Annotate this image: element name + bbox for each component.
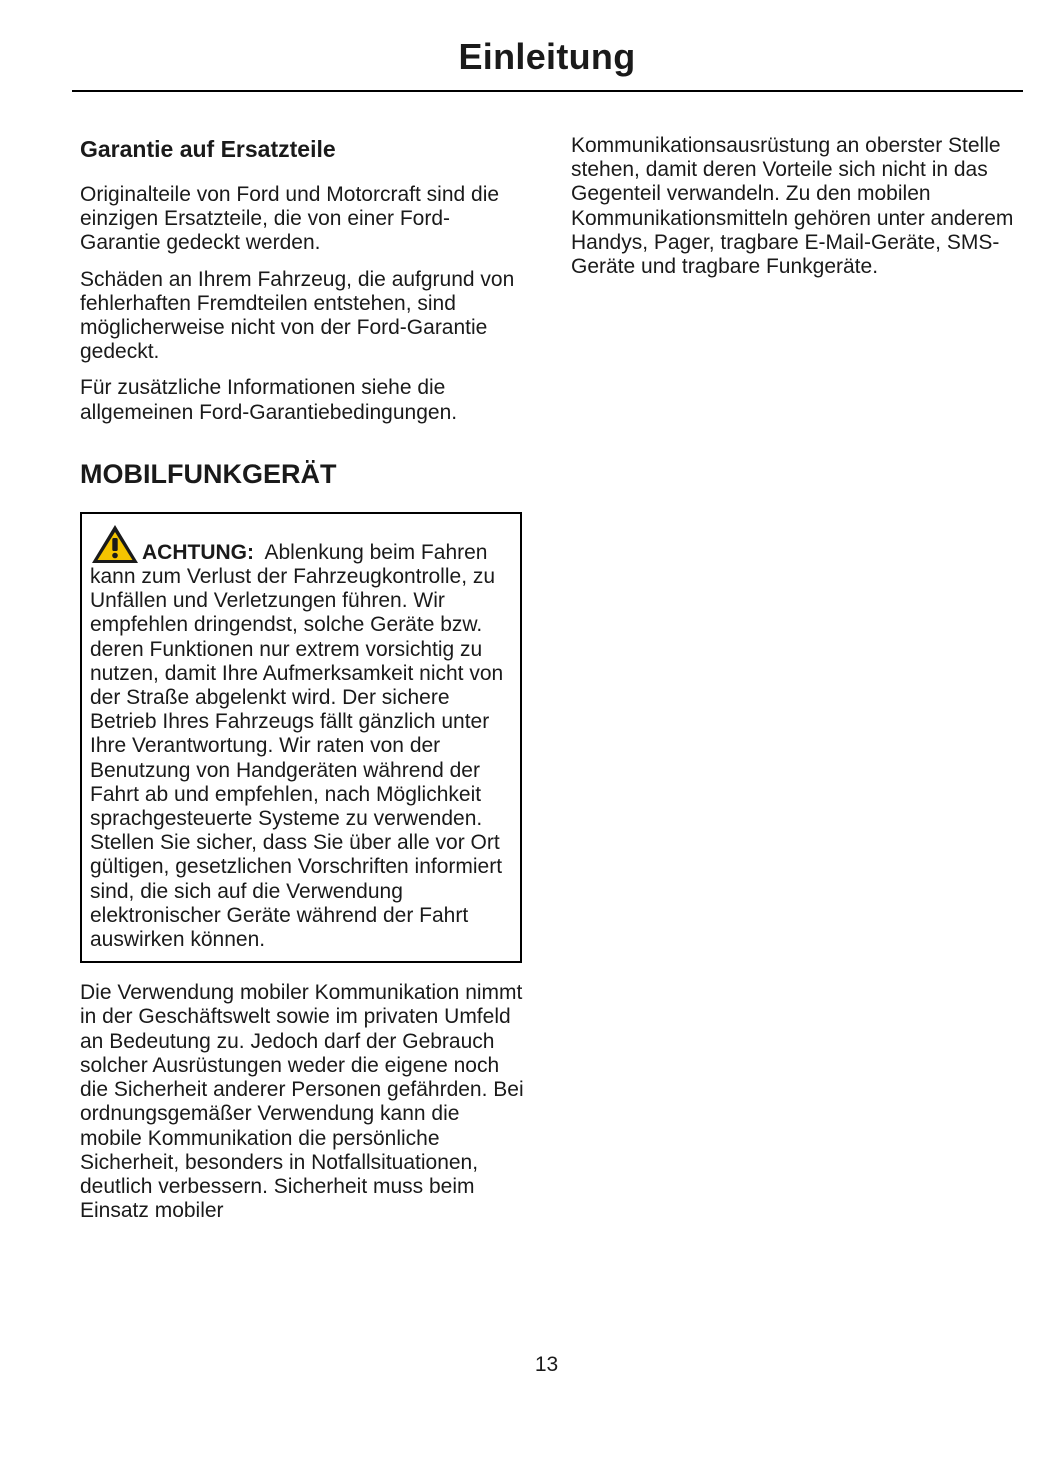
warning-triangle-icon	[90, 523, 140, 565]
header-divider	[72, 90, 1023, 92]
warning-text: Ablenkung beim Fahren kann zum Verlust der Fahrzeugkontrolle, zu Unfällen und Verletzungen führen. Wir empfehlen dringendst, solche Geräte bzw. deren Funktionen nur extrem vorsichtig zu nutzen, damit Ihre Aufmerksamkeit nicht von der Straße abgelenkt wird. Der sichere Betrieb Ihres Fahrzeugs fällt gänzlich unter Ihre Verantwortung. Wir raten von der Benutzung von Handgeräten während der Fahrt ab und empfehlen, nach Möglichkeit sprachgesteuerte Systeme zu verwenden. Stellen Sie sicher, dass Sie über alle vor Ort gültigen, gesetzlichen Vorschriften informiert sind, die sich auf die Verwendung elektronischer Geräte während der Fahrt auswirken können.	[90, 540, 504, 952]
page-title: Einleitung	[458, 36, 636, 77]
right-column	[571, 134, 1023, 291]
spare-parts-paragraph: Originalteile von Ford und Motorcraft sind die einzigen Ersatzteile, die von einer Ford-Garantie gedeckt werden.	[80, 183, 500, 255]
page-number: 13	[534, 1353, 559, 1376]
mobile-communication-continued: Kommunikationsausrüstung an oberster Stelle stehen, damit deren Vorteile sich nicht in das Gegenteil verwandeln. Zu den mobilen Kommunikationsmitteln gehören unter anderem Handys, Pager, tragbare E-Mail-Geräte, SMS-Geräte und tragbare Funkgeräte.	[571, 134, 1014, 279]
warning-label: ACHTUNG:	[142, 540, 254, 564]
left-column	[80, 134, 526, 1235]
warning-paragraph	[90, 523, 512, 952]
warning-box	[80, 512, 522, 963]
spare-parts-paragraph: Schäden an Ihrem Fahrzeug, die aufgrund von fehlerhaften Fremdteilen entstehen, sind möglicherweise nicht von der Ford-Garantie gedeckt.	[80, 267, 515, 364]
mobile-device-heading: MOBILFUNKGERÄT	[80, 458, 337, 489]
mobile-communication-paragraph: Die Verwendung mobiler Kommunikation nimmt in der Geschäftswelt sowie im privaten Umfeld an Bedeutung zu. Jedoch darf der Gebrauch solcher Ausrüstungen weder die eigene noch die Sicherheit anderer Personen gefährden. Bei ordnungsgemäßer Verwendung kann die mobile Kommunikation die persönliche Sicherheit, besonders in Notfallsituationen, deutlich verbessern. Sicherheit muss beim Einsatz mobiler	[80, 981, 524, 1223]
spare-parts-paragraph: Für zusätzliche Informationen siehe die allgemeinen Ford-Garantiebedingungen.	[80, 376, 458, 424]
spare-parts-heading: Garantie auf Ersatzteile	[80, 136, 336, 162]
